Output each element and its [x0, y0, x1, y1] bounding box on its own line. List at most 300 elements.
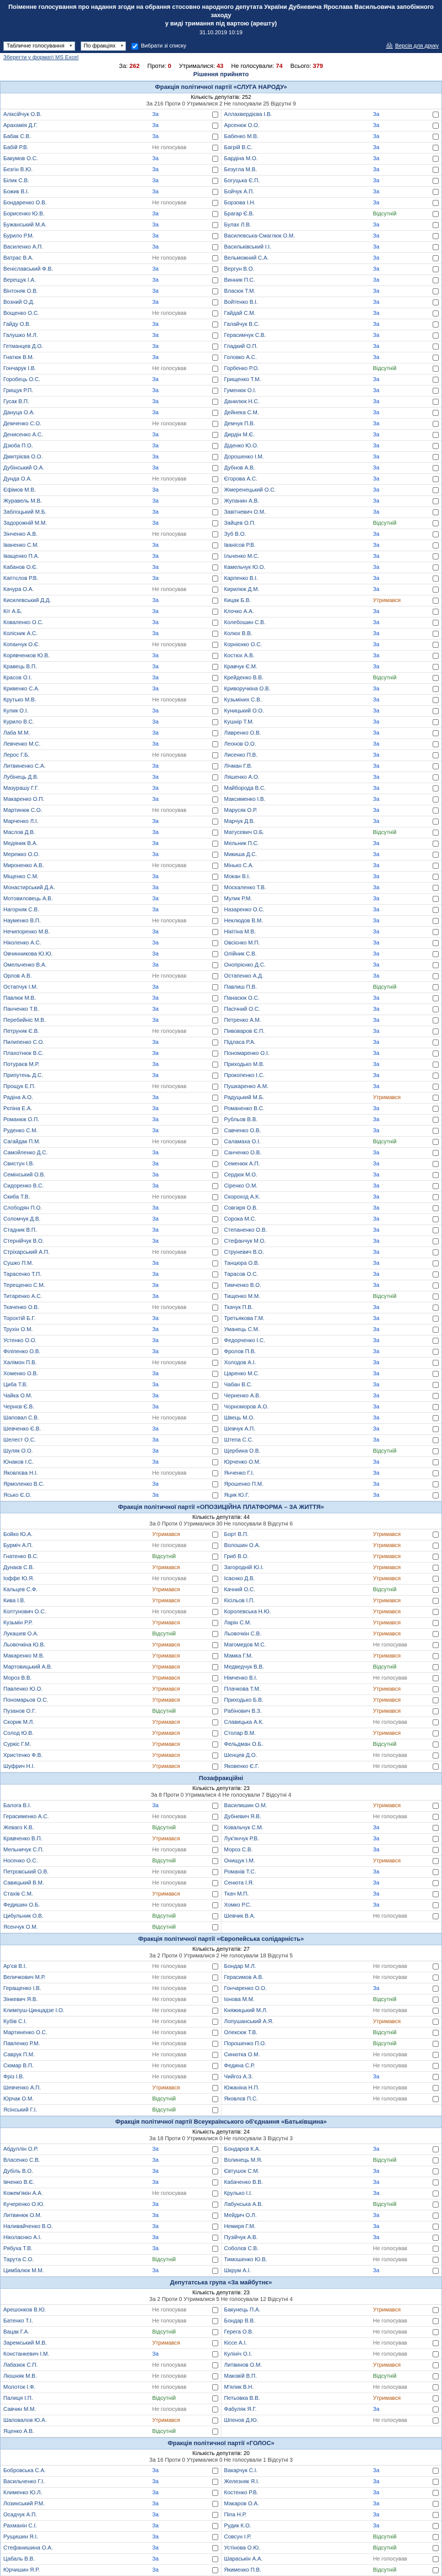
deputy-name-link[interactable]: Жмеренецький О.С.: [224, 487, 276, 494]
deputy-select-checkbox[interactable]: [212, 1415, 218, 1421]
deputy-name-link[interactable]: Кожем'якін А.А.: [3, 2190, 43, 2197]
deputy-select-checkbox[interactable]: [433, 1183, 439, 1189]
deputy-select-checkbox[interactable]: [433, 1902, 439, 1908]
deputy-select-checkbox[interactable]: [433, 531, 439, 537]
deputy-select-checkbox[interactable]: [433, 1730, 439, 1736]
deputy-name-link[interactable]: Тарасенко Т.П.: [3, 1271, 41, 1278]
deputy-select-checkbox[interactable]: [212, 2556, 218, 2562]
deputy-name-link[interactable]: Славицька А.К.: [224, 1719, 264, 1726]
deputy-select-checkbox[interactable]: [433, 1260, 439, 1266]
deputy-select-checkbox[interactable]: [212, 940, 218, 946]
deputy-select-checkbox[interactable]: [212, 2362, 218, 2368]
deputy-name-link[interactable]: Ярмоленко В.С.: [3, 1481, 45, 1488]
deputy-select-checkbox[interactable]: [433, 1858, 439, 1864]
deputy-name-link[interactable]: Павленко Ю.О.: [3, 1686, 43, 1693]
deputy-name-link[interactable]: Кабаченко В.В.: [224, 2179, 263, 2186]
deputy-select-checkbox[interactable]: [433, 1825, 439, 1831]
deputy-select-checkbox[interactable]: [433, 1880, 439, 1886]
deputy-select-checkbox[interactable]: [212, 796, 218, 803]
deputy-select-checkbox[interactable]: [433, 1664, 439, 1670]
deputy-select-checkbox[interactable]: [433, 1869, 439, 1875]
deputy-select-checkbox[interactable]: [433, 509, 439, 515]
deputy-name-link[interactable]: Пасічний О.С.: [224, 1006, 260, 1013]
deputy-name-link[interactable]: Дануца О.А.: [3, 410, 35, 416]
deputy-name-link[interactable]: Савчин М.М.: [3, 2406, 36, 2413]
deputy-name-link[interactable]: Хоменко О.В.: [3, 1371, 38, 1377]
deputy-name-link[interactable]: Соболєв С.В.: [224, 2246, 259, 2252]
deputy-name-link[interactable]: Медведчук В.В.: [224, 1664, 264, 1671]
deputy-select-checkbox[interactable]: [212, 830, 218, 836]
deputy-select-checkbox[interactable]: [433, 907, 439, 913]
deputy-name-link[interactable]: Петровський О.В.: [3, 1869, 49, 1876]
deputy-name-link[interactable]: Пилипенко С.О.: [3, 1039, 45, 1046]
deputy-name-link[interactable]: Юрченко О.М.: [224, 1459, 261, 1466]
deputy-select-checkbox[interactable]: [433, 2213, 439, 2219]
deputy-name-link[interactable]: Штепа С.С.: [224, 1437, 254, 1444]
deputy-name-link[interactable]: Онищук І.М.: [224, 1858, 255, 1865]
deputy-name-link[interactable]: Качний О.С.: [224, 1587, 255, 1593]
deputy-name-link[interactable]: Дунда О.А.: [3, 476, 32, 483]
deputy-select-checkbox[interactable]: [212, 1327, 218, 1333]
deputy-select-checkbox[interactable]: [212, 598, 218, 604]
deputy-name-link[interactable]: Романенко В.С.: [224, 1106, 265, 1112]
deputy-name-link[interactable]: Гайдай С.М.: [224, 310, 256, 317]
deputy-select-checkbox[interactable]: [433, 2340, 439, 2346]
deputy-select-checkbox[interactable]: [433, 1459, 439, 1465]
deputy-name-link[interactable]: Німченко В.І.: [224, 1675, 257, 1682]
deputy-select-checkbox[interactable]: [212, 1924, 218, 1930]
deputy-name-link[interactable]: Шенцев Д.О.: [224, 1752, 257, 1759]
deputy-name-link[interactable]: Мамка Г.М.: [224, 1653, 253, 1660]
deputy-name-link[interactable]: Шевчик В.А.: [224, 1913, 255, 1920]
deputy-select-checkbox[interactable]: [433, 454, 439, 460]
deputy-select-checkbox[interactable]: [212, 1764, 218, 1770]
deputy-name-link[interactable]: Пузанов О.Г.: [3, 1708, 36, 1715]
deputy-select-checkbox[interactable]: [212, 2329, 218, 2335]
deputy-name-link[interactable]: Костюх А.В.: [224, 653, 255, 659]
deputy-name-link[interactable]: Трухін О.М.: [3, 1327, 33, 1333]
deputy-select-checkbox[interactable]: [433, 2008, 439, 2014]
deputy-name-link[interactable]: Прощук Е.П.: [3, 1084, 36, 1090]
deputy-name-link[interactable]: Василевська-Смаглюк О.М.: [224, 233, 295, 240]
deputy-select-checkbox[interactable]: [433, 719, 439, 725]
deputy-name-link[interactable]: Денисенко А.С.: [3, 432, 43, 439]
deputy-select-checkbox[interactable]: [212, 631, 218, 637]
deputy-name-link[interactable]: Вакарчук С.І.: [224, 2468, 258, 2474]
deputy-name-link[interactable]: Демчук П.В.: [224, 421, 255, 427]
deputy-name-link[interactable]: Литвинюк О.М.: [3, 2213, 42, 2219]
deputy-name-link[interactable]: Люшняк М.В.: [3, 2373, 37, 2380]
deputy-select-checkbox[interactable]: [212, 1028, 218, 1034]
deputy-select-checkbox[interactable]: [433, 918, 439, 924]
deputy-name-link[interactable]: Литвиненко С.А.: [3, 763, 46, 770]
deputy-select-checkbox[interactable]: [433, 2468, 439, 2474]
deputy-name-link[interactable]: Балога В.І.: [3, 1803, 31, 1809]
deputy-select-checkbox[interactable]: [212, 332, 218, 339]
deputy-name-link[interactable]: Зайцев О.П.: [224, 520, 256, 527]
deputy-name-link[interactable]: Льовочкін С.В.: [224, 1631, 261, 1638]
deputy-select-checkbox[interactable]: [212, 587, 218, 593]
deputy-select-checkbox[interactable]: [212, 2246, 218, 2252]
deputy-select-checkbox[interactable]: [212, 1404, 218, 1410]
deputy-name-link[interactable]: Назаренко О.С.: [224, 907, 265, 914]
deputy-select-checkbox[interactable]: [433, 1349, 439, 1355]
deputy-name-link[interactable]: Мороз В.В.: [3, 1675, 32, 1682]
deputy-select-checkbox[interactable]: [433, 1764, 439, 1770]
deputy-name-link[interactable]: Абдуллін О.Р.: [3, 2146, 38, 2153]
deputy-name-link[interactable]: Аліксійчук О.В.: [3, 112, 42, 118]
deputy-name-link[interactable]: Плахотнюк В.С.: [3, 1051, 44, 1057]
deputy-name-link[interactable]: Павлюк М.В.: [3, 995, 36, 1002]
deputy-name-link[interactable]: Куницький О.О.: [224, 708, 264, 715]
deputy-select-checkbox[interactable]: [212, 266, 218, 272]
deputy-name-link[interactable]: Панченко Т.В.: [3, 1006, 39, 1013]
deputy-name-link[interactable]: Ар'єв В.І.: [3, 1963, 27, 1970]
deputy-select-checkbox[interactable]: [433, 1631, 439, 1637]
deputy-name-link[interactable]: Красов О.І.: [3, 675, 32, 682]
deputy-select-checkbox[interactable]: [212, 2052, 218, 2058]
deputy-select-checkbox[interactable]: [433, 1741, 439, 1748]
deputy-select-checkbox[interactable]: [212, 1587, 218, 1593]
deputy-name-link[interactable]: Борзова І.Н.: [224, 200, 256, 207]
deputy-name-link[interactable]: Степаненко О.В.: [224, 1227, 267, 1234]
deputy-select-checkbox[interactable]: [212, 1825, 218, 1831]
deputy-select-checkbox[interactable]: [212, 1305, 218, 1311]
deputy-select-checkbox[interactable]: [433, 421, 439, 427]
deputy-name-link[interactable]: Гайду О.В.: [3, 321, 31, 328]
deputy-select-checkbox[interactable]: [212, 1675, 218, 1681]
deputy-select-checkbox[interactable]: [433, 686, 439, 692]
deputy-name-link[interactable]: Величкович М.Р.: [3, 1975, 46, 1981]
deputy-select-checkbox[interactable]: [212, 344, 218, 350]
deputy-name-link[interactable]: Грищук Р.П.: [3, 388, 34, 394]
deputy-name-link[interactable]: Маслов Д.В.: [3, 830, 35, 836]
deputy-name-link[interactable]: Гуменюк О.І.: [224, 388, 256, 394]
deputy-name-link[interactable]: Арахамія Д.Г.: [3, 123, 38, 129]
deputy-select-checkbox[interactable]: [212, 2179, 218, 2186]
deputy-select-checkbox[interactable]: [212, 1631, 218, 1637]
deputy-name-link[interactable]: Устінова О.Ю.: [224, 2545, 261, 2552]
deputy-select-checkbox[interactable]: [212, 2041, 218, 2047]
deputy-name-link[interactable]: Бойко Ю.А.: [3, 1532, 33, 1538]
deputy-name-link[interactable]: Солод Ю.В.: [3, 1730, 34, 1737]
deputy-name-link[interactable]: Борт В.П.: [224, 1532, 249, 1538]
deputy-name-link[interactable]: Холодов А.І.: [224, 1360, 256, 1366]
deputy-select-checkbox[interactable]: [212, 918, 218, 924]
deputy-name-link[interactable]: Порошенко П.О.: [224, 2041, 266, 2047]
deputy-name-link[interactable]: Макаренко М.В.: [3, 1653, 45, 1660]
deputy-name-link[interactable]: Підласа Р.А.: [224, 1039, 256, 1046]
deputy-select-checkbox[interactable]: [433, 145, 439, 151]
deputy-select-checkbox[interactable]: [433, 841, 439, 847]
deputy-name-link[interactable]: Яковлєва Н.І.: [3, 1470, 38, 1477]
deputy-name-link[interactable]: Іонова М.М.: [224, 1997, 255, 2003]
deputy-select-checkbox[interactable]: [212, 1039, 218, 1046]
deputy-select-checkbox[interactable]: [212, 1161, 218, 1167]
deputy-select-checkbox[interactable]: [212, 123, 218, 129]
deputy-select-checkbox[interactable]: [433, 321, 439, 328]
deputy-select-checkbox[interactable]: [212, 1260, 218, 1266]
deputy-name-link[interactable]: Майборода В.С.: [224, 785, 266, 792]
deputy-name-link[interactable]: Христенко Ф.В.: [3, 1752, 43, 1759]
deputy-name-link[interactable]: Шаповалов Ю.А.: [3, 2417, 47, 2424]
deputy-select-checkbox[interactable]: [212, 1708, 218, 1714]
deputy-select-checkbox[interactable]: [212, 233, 218, 239]
deputy-select-checkbox[interactable]: [212, 355, 218, 361]
deputy-name-link[interactable]: Торохтій Б.Г.: [3, 1316, 36, 1322]
deputy-select-checkbox[interactable]: [433, 211, 439, 217]
deputy-name-link[interactable]: Радіна А.О.: [3, 1095, 33, 1101]
deputy-name-link[interactable]: Бабенко М.В.: [224, 134, 259, 140]
deputy-select-checkbox[interactable]: [212, 609, 218, 615]
deputy-name-link[interactable]: Омельченко В.А.: [3, 962, 47, 969]
deputy-name-link[interactable]: Піпа Н.Р.: [224, 2512, 247, 2519]
deputy-name-link[interactable]: Копанчук О.Є.: [3, 642, 40, 648]
deputy-select-checkbox[interactable]: [212, 2096, 218, 2102]
deputy-name-link[interactable]: Бабак С.В.: [3, 134, 31, 140]
deputy-select-checkbox[interactable]: [433, 1997, 439, 2003]
deputy-select-checkbox[interactable]: [433, 310, 439, 316]
deputy-select-checkbox[interactable]: [433, 642, 439, 648]
deputy-name-link[interactable]: Прокопенко І.С.: [224, 1073, 265, 1079]
deputy-name-link[interactable]: Кальцев С.Ф.: [3, 1587, 38, 1593]
deputy-select-checkbox[interactable]: [212, 1249, 218, 1255]
deputy-name-link[interactable]: Рубльов В.В.: [224, 1117, 258, 1123]
select-from-list-control[interactable]: [131, 43, 186, 50]
deputy-select-checkbox[interactable]: [212, 2523, 218, 2529]
deputy-select-checkbox[interactable]: [212, 134, 218, 140]
deputy-select-checkbox[interactable]: [212, 697, 218, 703]
deputy-name-link[interactable]: Завітневич О.М.: [224, 509, 266, 516]
deputy-name-link[interactable]: Рущишин Я.І.: [3, 2534, 38, 2541]
deputy-select-checkbox[interactable]: [433, 2224, 439, 2230]
deputy-select-checkbox[interactable]: [433, 1028, 439, 1034]
deputy-select-checkbox[interactable]: [433, 653, 439, 659]
deputy-select-checkbox[interactable]: [433, 443, 439, 449]
deputy-select-checkbox[interactable]: [212, 1543, 218, 1549]
deputy-name-link[interactable]: Фріз І.В.: [3, 2074, 24, 2081]
deputy-name-link[interactable]: Фельдман О.Б.: [224, 1741, 263, 1748]
deputy-name-link[interactable]: Науменко В.П.: [3, 918, 41, 925]
deputy-select-checkbox[interactable]: [212, 741, 218, 747]
deputy-select-checkbox[interactable]: [212, 1084, 218, 1090]
deputy-select-checkbox[interactable]: [433, 863, 439, 869]
deputy-select-checkbox[interactable]: [433, 1836, 439, 1842]
deputy-name-link[interactable]: Скиба Т.В.: [3, 1194, 30, 1201]
deputy-select-checkbox[interactable]: [433, 1565, 439, 1571]
deputy-select-checkbox[interactable]: [212, 2501, 218, 2507]
deputy-name-link[interactable]: Зінченко А.В.: [3, 531, 38, 538]
deputy-name-link[interactable]: Носенко О.С.: [3, 1858, 38, 1865]
deputy-name-link[interactable]: Бужанський М.А.: [3, 222, 47, 229]
deputy-name-link[interactable]: Олексюк Т.В.: [224, 2030, 257, 2036]
deputy-select-checkbox[interactable]: [212, 841, 218, 847]
deputy-select-checkbox[interactable]: [433, 2384, 439, 2390]
deputy-select-checkbox[interactable]: [212, 1554, 218, 1560]
deputy-select-checkbox[interactable]: [212, 1238, 218, 1244]
deputy-select-checkbox[interactable]: [433, 167, 439, 173]
deputy-name-link[interactable]: Шелест О.С.: [3, 1437, 36, 1444]
deputy-select-checkbox[interactable]: [433, 1150, 439, 1156]
deputy-select-checkbox[interactable]: [433, 1470, 439, 1476]
deputy-name-link[interactable]: Палиця І.П.: [3, 2395, 33, 2402]
deputy-name-link[interactable]: Левченко М.С.: [3, 741, 41, 748]
deputy-name-link[interactable]: Мулик Р.М.: [224, 896, 252, 902]
deputy-name-link[interactable]: Фабуляк Я.Г.: [224, 2406, 257, 2413]
deputy-select-checkbox[interactable]: [433, 774, 439, 780]
deputy-select-checkbox[interactable]: [433, 410, 439, 416]
deputy-name-link[interactable]: Тимченко В.О.: [224, 1282, 261, 1289]
deputy-select-checkbox[interactable]: [212, 112, 218, 118]
deputy-name-link[interactable]: Лерос Г.Б.: [3, 752, 30, 759]
deputy-name-link[interactable]: Халімон П.В.: [3, 1360, 37, 1366]
deputy-select-checkbox[interactable]: [433, 2512, 439, 2518]
deputy-select-checkbox[interactable]: [433, 929, 439, 935]
deputy-select-checkbox[interactable]: [212, 2224, 218, 2230]
deputy-name-link[interactable]: Овчинникова Ю.Ю.: [3, 951, 53, 958]
deputy-select-checkbox[interactable]: [433, 1686, 439, 1692]
deputy-select-checkbox[interactable]: [433, 520, 439, 526]
deputy-name-link[interactable]: Волошин О.А.: [224, 1543, 260, 1549]
deputy-select-checkbox[interactable]: [212, 730, 218, 736]
deputy-select-checkbox[interactable]: [212, 2479, 218, 2485]
deputy-select-checkbox[interactable]: [433, 1282, 439, 1289]
deputy-name-link[interactable]: Рябуха Т.В.: [3, 2246, 33, 2252]
deputy-select-checkbox[interactable]: [212, 962, 218, 968]
deputy-select-checkbox[interactable]: [433, 940, 439, 946]
deputy-name-link[interactable]: Дубінський О.А.: [3, 465, 45, 472]
deputy-name-link[interactable]: Швець М.О.: [224, 1415, 255, 1422]
deputy-name-link[interactable]: Скороход А.К.: [224, 1194, 260, 1201]
deputy-name-link[interactable]: Рудик К.О.: [224, 2523, 251, 2530]
deputy-name-link[interactable]: Скорик М.Л.: [3, 1719, 35, 1726]
deputy-name-link[interactable]: Ясенчук О.М.: [3, 1924, 38, 1931]
deputy-select-checkbox[interactable]: [212, 1730, 218, 1736]
deputy-name-link[interactable]: Совсун І.Р.: [224, 2534, 251, 2541]
deputy-name-link[interactable]: Дубневич Я.В.: [224, 1814, 261, 1820]
deputy-select-checkbox[interactable]: [212, 1642, 218, 1648]
deputy-name-link[interactable]: Ляшенко А.О.: [224, 774, 260, 781]
deputy-select-checkbox[interactable]: [212, 1426, 218, 1432]
deputy-select-checkbox[interactable]: [212, 211, 218, 217]
deputy-select-checkbox[interactable]: [212, 1565, 218, 1571]
deputy-select-checkbox[interactable]: [433, 1620, 439, 1626]
deputy-select-checkbox[interactable]: [433, 1532, 439, 1538]
deputy-name-link[interactable]: Пивоваров Є.П.: [224, 1028, 265, 1035]
deputy-select-checkbox[interactable]: [212, 1686, 218, 1692]
deputy-name-link[interactable]: Мотовиловець А.В.: [3, 896, 53, 902]
deputy-name-link[interactable]: Наливайченко В.О.: [3, 2224, 53, 2230]
deputy-select-checkbox[interactable]: [212, 1598, 218, 1604]
deputy-name-link[interactable]: Бурило Р.М.: [3, 233, 34, 240]
deputy-select-checkbox[interactable]: [433, 874, 439, 880]
deputy-select-checkbox[interactable]: [433, 2146, 439, 2152]
deputy-select-checkbox[interactable]: [212, 454, 218, 460]
deputy-name-link[interactable]: Костенко Р.В.: [224, 2490, 259, 2496]
deputy-select-checkbox[interactable]: [433, 1598, 439, 1604]
deputy-name-link[interactable]: Лозинський Р.М.: [3, 2501, 45, 2508]
deputy-select-checkbox[interactable]: [433, 1437, 439, 1443]
deputy-name-link[interactable]: Кіт А.Б.: [3, 609, 23, 615]
deputy-name-link[interactable]: Василишин О.М.: [224, 1803, 267, 1809]
deputy-select-checkbox[interactable]: [212, 2373, 218, 2379]
deputy-select-checkbox[interactable]: [433, 1975, 439, 1981]
deputy-name-link[interactable]: Матусевич О.Б.: [224, 830, 265, 836]
deputy-select-checkbox[interactable]: [212, 2395, 218, 2401]
deputy-select-checkbox[interactable]: [212, 1576, 218, 1582]
deputy-name-link[interactable]: Сагайдак П.М.: [3, 1139, 41, 1146]
deputy-name-link[interactable]: Ніколенко А.С.: [3, 940, 41, 947]
deputy-name-link[interactable]: Дмитрієва О.О.: [3, 454, 43, 461]
deputy-name-link[interactable]: Неклюдов В.М.: [224, 918, 263, 925]
deputy-select-checkbox[interactable]: [433, 377, 439, 383]
deputy-name-link[interactable]: Приходько Б.В.: [224, 1697, 264, 1704]
deputy-name-link[interactable]: Дорошенко І.М.: [224, 454, 264, 461]
deputy-select-checkbox[interactable]: [212, 1271, 218, 1278]
deputy-name-link[interactable]: Железняк Я.І.: [224, 2479, 260, 2485]
deputy-select-checkbox[interactable]: [212, 1986, 218, 1992]
deputy-name-link[interactable]: Нагорняк С.В.: [3, 907, 39, 914]
deputy-name-link[interactable]: Савченко О.В.: [224, 1128, 261, 1134]
deputy-select-checkbox[interactable]: [433, 277, 439, 283]
deputy-select-checkbox[interactable]: [433, 2179, 439, 2186]
deputy-name-link[interactable]: Вергун В.О.: [224, 266, 255, 273]
deputy-name-link[interactable]: Винник П.С.: [224, 277, 255, 284]
deputy-name-link[interactable]: Задорожній М.М.: [3, 520, 48, 527]
deputy-select-checkbox[interactable]: [212, 785, 218, 791]
deputy-name-link[interactable]: Бакумов О.С.: [3, 156, 38, 162]
deputy-select-checkbox[interactable]: [212, 1150, 218, 1156]
deputy-select-checkbox[interactable]: [212, 1913, 218, 1919]
deputy-select-checkbox[interactable]: [433, 332, 439, 339]
deputy-name-link[interactable]: Саврук П.М.: [3, 2052, 35, 2058]
deputy-name-link[interactable]: Галайчук В.С.: [224, 321, 260, 328]
deputy-select-checkbox[interactable]: [433, 2246, 439, 2252]
select-from-list-checkbox[interactable]: [131, 43, 138, 50]
deputy-name-link[interactable]: Лабазюк С.П.: [3, 2362, 38, 2369]
deputy-name-link[interactable]: Цимбалюк М.М.: [3, 2268, 44, 2274]
deputy-select-checkbox[interactable]: [212, 443, 218, 449]
deputy-select-checkbox[interactable]: [212, 178, 218, 184]
deputy-select-checkbox[interactable]: [212, 531, 218, 537]
deputy-name-link[interactable]: Жупанин А.В.: [224, 498, 259, 505]
deputy-name-link[interactable]: Макаренко О.П.: [3, 796, 45, 803]
deputy-name-link[interactable]: Петренко А.М.: [224, 1017, 261, 1024]
deputy-name-link[interactable]: Маковій В.П.: [224, 2373, 257, 2380]
deputy-select-checkbox[interactable]: [433, 1194, 439, 1200]
deputy-select-checkbox[interactable]: [212, 1349, 218, 1355]
deputy-select-checkbox[interactable]: [433, 620, 439, 626]
deputy-select-checkbox[interactable]: [433, 1576, 439, 1582]
deputy-name-link[interactable]: Іванісов Р.В.: [224, 542, 256, 549]
deputy-name-link[interactable]: Колісник А.С.: [3, 631, 38, 637]
deputy-name-link[interactable]: Федина С.Р.: [224, 2063, 255, 2070]
deputy-select-checkbox[interactable]: [433, 2085, 439, 2091]
deputy-select-checkbox[interactable]: [433, 2406, 439, 2413]
deputy-select-checkbox[interactable]: [212, 2468, 218, 2474]
deputy-name-link[interactable]: Пономаренко О.І.: [224, 1051, 270, 1057]
deputy-select-checkbox[interactable]: [212, 719, 218, 725]
deputy-select-checkbox[interactable]: [212, 2202, 218, 2208]
deputy-select-checkbox[interactable]: [212, 145, 218, 151]
deputy-name-link[interactable]: Возний О.Д.: [3, 299, 35, 306]
deputy-select-checkbox[interactable]: [212, 1492, 218, 1498]
deputy-name-link[interactable]: Геращенко І.В.: [3, 1986, 41, 1992]
deputy-name-link[interactable]: Заремський М.В.: [3, 2340, 47, 2347]
deputy-name-link[interactable]: Ільченко М.С.: [224, 553, 259, 560]
deputy-select-checkbox[interactable]: [433, 487, 439, 493]
deputy-select-checkbox[interactable]: [433, 222, 439, 228]
